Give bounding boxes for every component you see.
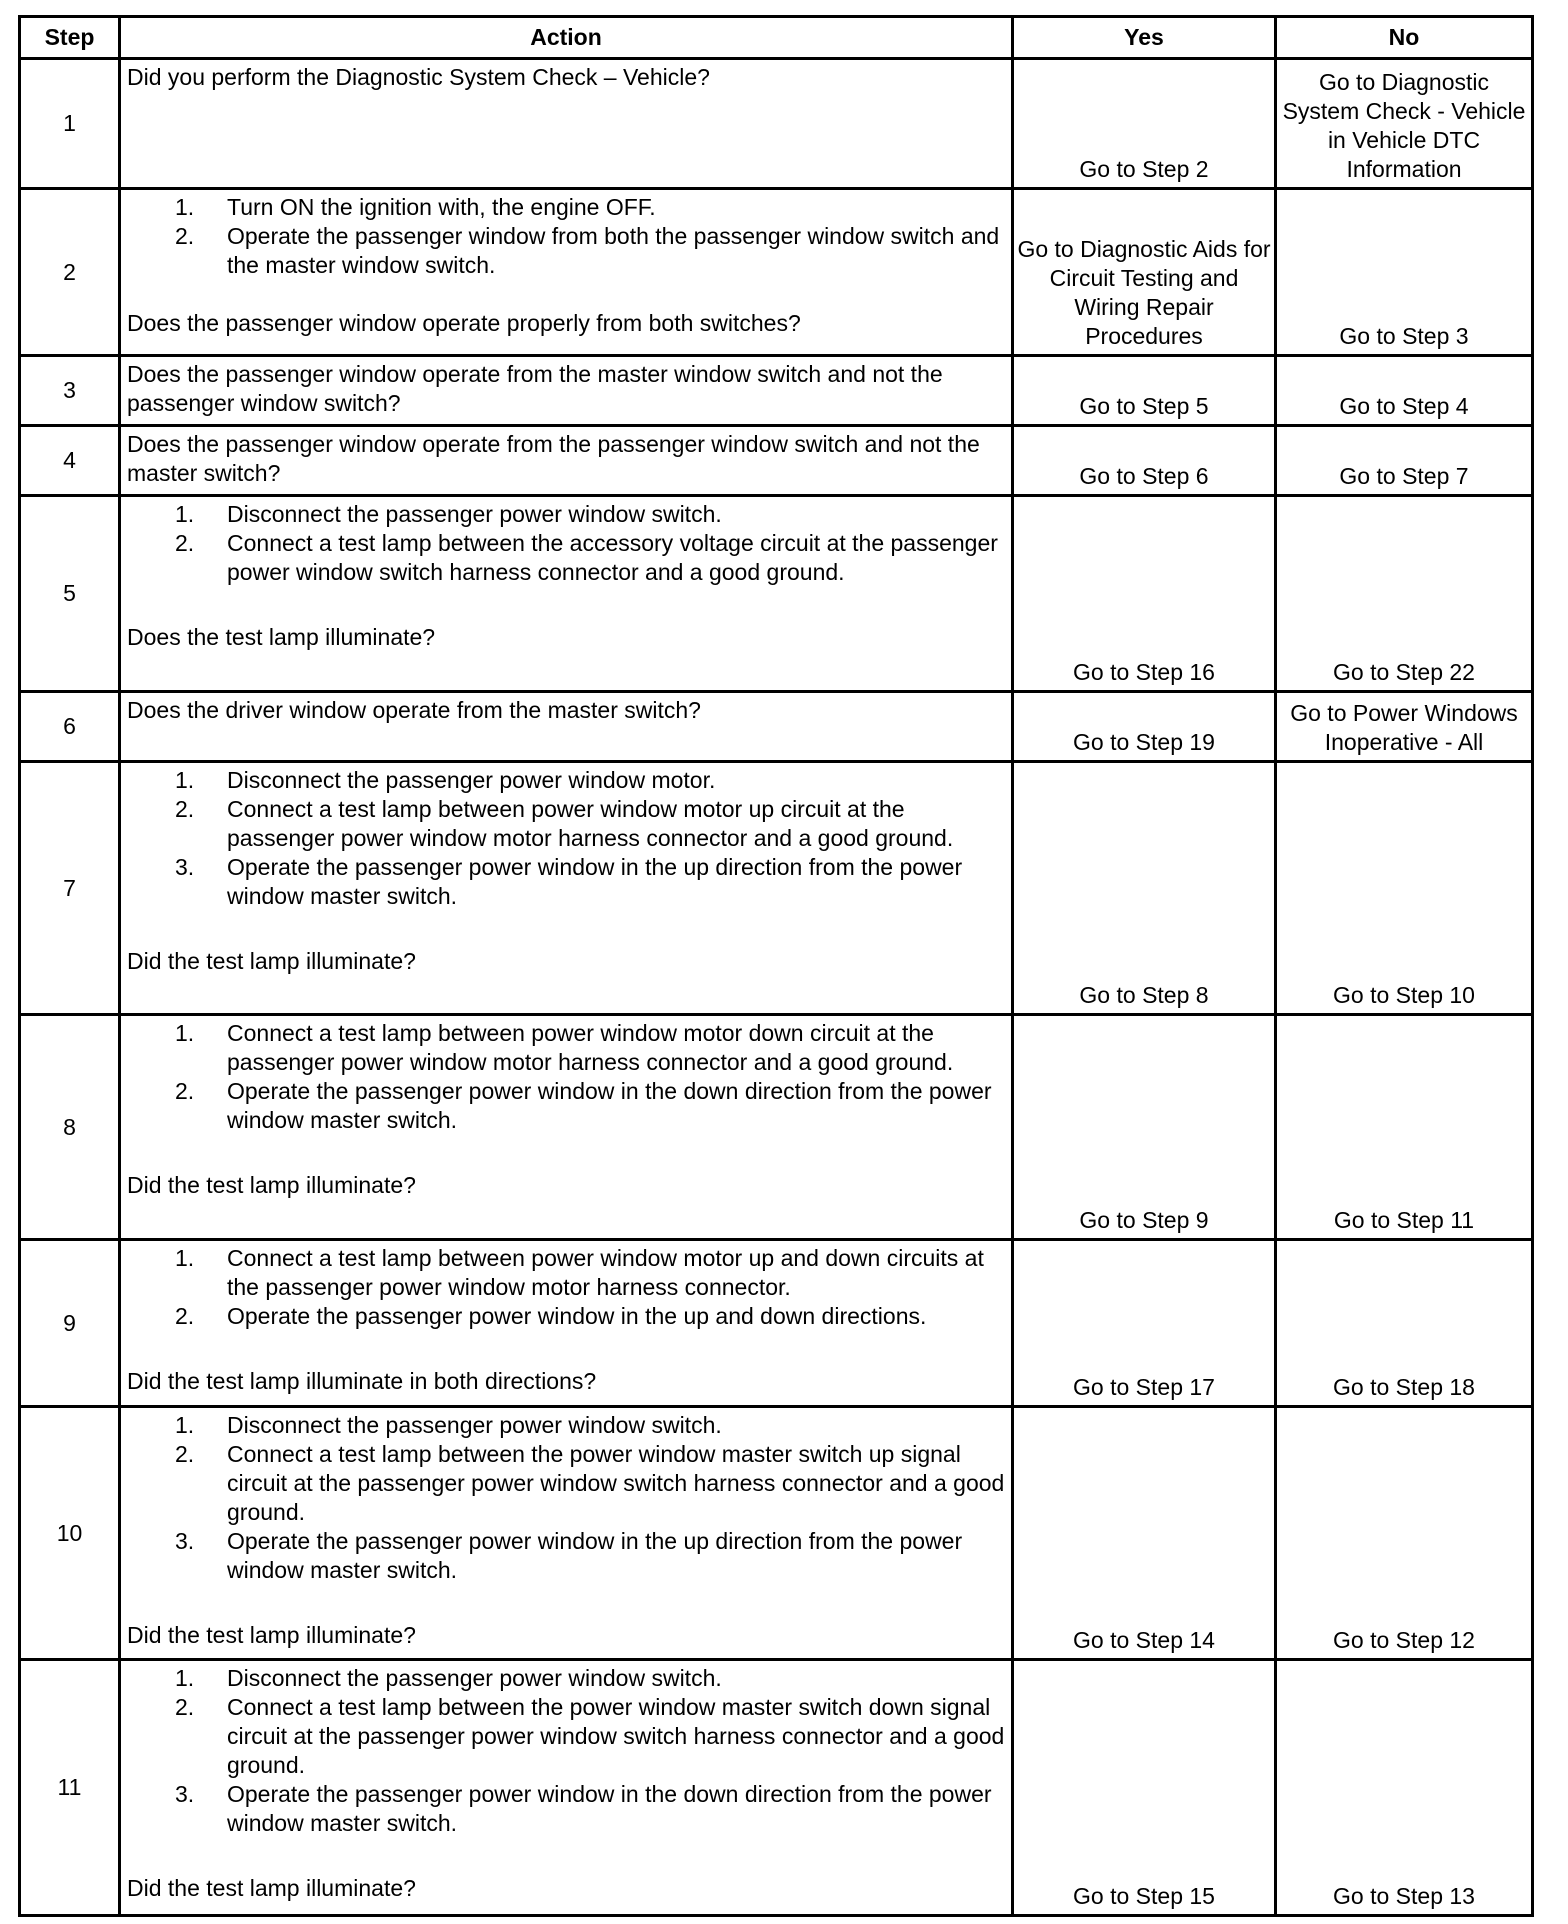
yes-cell: Go to Step 19 bbox=[1013, 692, 1276, 762]
yes-cell: Go to Step 17 bbox=[1013, 1240, 1276, 1407]
action-item: 2. Operate the passenger power window in the down direction from the power window master switch. bbox=[175, 1078, 992, 1133]
header-row bbox=[20, 17, 1533, 59]
action-list bbox=[127, 193, 1005, 280]
step-number: 4 bbox=[20, 426, 120, 496]
step-number: 11 bbox=[20, 1660, 120, 1916]
table-row bbox=[20, 1240, 1533, 1407]
action-item: 1. Disconnect the passenger power window switch. bbox=[175, 501, 722, 527]
step-number: 7 bbox=[20, 762, 120, 1015]
yes-cell: Go to Diagnostic Aids for Circuit Testing and Wiring Repair Procedures bbox=[1013, 189, 1276, 356]
no-cell: Go to Step 4 bbox=[1276, 356, 1533, 426]
action-cell bbox=[120, 189, 1013, 356]
action-item: 3. Operate the passenger power window in the up direction from the power window master switch. bbox=[175, 854, 963, 909]
step-number: 8 bbox=[20, 1015, 120, 1240]
question-text: Does the passenger window operate from the passenger window switch and not the master switch? bbox=[127, 431, 980, 486]
question-text: Does the test lamp illuminate? bbox=[127, 624, 436, 650]
no-cell: Go to Step 22 bbox=[1276, 496, 1533, 692]
question-text: Does the passenger window operate from the master window switch and not the passenger window switch? bbox=[127, 361, 943, 416]
action-list bbox=[127, 1244, 1005, 1331]
question-text: Did the test lamp illuminate? bbox=[127, 1172, 416, 1198]
action-item: 2. Connect a test lamp between power window motor up circuit at the passenger power window motor harness connector and a good ground. bbox=[175, 796, 954, 851]
diagnostic-table bbox=[18, 15, 1534, 1917]
table-row bbox=[20, 189, 1533, 356]
action-item: 1. Turn ON the ignition with, the engine OFF. bbox=[175, 194, 656, 220]
step-number: 3 bbox=[20, 356, 120, 426]
no-cell: Go to Power Windows Inoperative - All bbox=[1276, 692, 1533, 762]
question-text: Did you perform the Diagnostic System Check – Vehicle? bbox=[127, 64, 710, 90]
action-item: 3. Operate the passenger power window in the down direction from the power window master switch. bbox=[175, 1781, 992, 1836]
table-row bbox=[20, 1660, 1533, 1916]
yes-cell: Go to Step 2 bbox=[1013, 59, 1276, 189]
header-yes: Yes bbox=[1013, 17, 1276, 59]
step-number: 9 bbox=[20, 1240, 120, 1407]
step-number: 5 bbox=[20, 496, 120, 692]
no-cell: Go to Step 18 bbox=[1276, 1240, 1533, 1407]
action-item: 2. Operate the passenger window from both the passenger window switch and the master window switch. bbox=[175, 223, 1000, 278]
table-row bbox=[20, 1407, 1533, 1660]
action-cell bbox=[120, 496, 1013, 692]
action-list bbox=[127, 1019, 1005, 1135]
header-step: Step bbox=[20, 17, 120, 59]
action-cell bbox=[120, 1407, 1013, 1660]
step-number: 2 bbox=[20, 189, 120, 356]
action-item: 1. Disconnect the passenger power window switch. bbox=[175, 1412, 722, 1438]
step-number: 1 bbox=[20, 59, 120, 189]
yes-cell: Go to Step 5 bbox=[1013, 356, 1276, 426]
table-row bbox=[20, 1015, 1533, 1240]
yes-cell: Go to Step 16 bbox=[1013, 496, 1276, 692]
no-cell: Go to Diagnostic System Check - Vehicle in Vehicle DTC Information bbox=[1276, 59, 1533, 189]
action-item: 1. Disconnect the passenger power window motor. bbox=[175, 767, 716, 793]
no-cell: Go to Step 7 bbox=[1276, 426, 1533, 496]
question-text: Did the test lamp illuminate? bbox=[127, 948, 416, 974]
action-cell bbox=[120, 1015, 1013, 1240]
question-text: Does the passenger window operate properly from both switches? bbox=[127, 310, 801, 336]
header-no: No bbox=[1276, 17, 1533, 59]
table-row bbox=[20, 496, 1533, 692]
action-cell bbox=[120, 692, 1013, 762]
action-cell bbox=[120, 426, 1013, 496]
table-row bbox=[20, 762, 1533, 1015]
no-cell: Go to Step 12 bbox=[1276, 1407, 1533, 1660]
action-item: 2. Connect a test lamp between the power window master switch up signal circuit at the passenger power window switch harness connector and a good ground. bbox=[175, 1441, 1005, 1525]
action-item: 3. Operate the passenger power window in the up direction from the power window master switch. bbox=[175, 1528, 963, 1583]
step-number: 10 bbox=[20, 1407, 120, 1660]
yes-cell: Go to Step 9 bbox=[1013, 1015, 1276, 1240]
action-item: 1. Connect a test lamp between power window motor down circuit at the passenger power window motor harness connector and a good ground. bbox=[175, 1020, 954, 1075]
question-text: Did the test lamp illuminate in both directions? bbox=[127, 1368, 597, 1394]
action-item: 2. Connect a test lamp between the power window master switch down signal circuit at the passenger power window switch harness connector and a good ground. bbox=[175, 1694, 1005, 1778]
action-cell bbox=[120, 1240, 1013, 1407]
question-text: Did the test lamp illuminate? bbox=[127, 1875, 416, 1901]
action-item: 2. Operate the passenger power window in the up and down directions. bbox=[175, 1303, 927, 1329]
table-header bbox=[20, 17, 1533, 59]
no-cell: Go to Step 13 bbox=[1276, 1660, 1533, 1916]
table-row bbox=[20, 692, 1533, 762]
question-text: Does the driver window operate from the master switch? bbox=[127, 697, 701, 723]
question-text: Did the test lamp illuminate? bbox=[127, 1622, 416, 1648]
no-cell: Go to Step 3 bbox=[1276, 189, 1533, 356]
yes-cell: Go to Step 14 bbox=[1013, 1407, 1276, 1660]
no-cell: Go to Step 11 bbox=[1276, 1015, 1533, 1240]
action-list bbox=[127, 1411, 1005, 1585]
action-list bbox=[127, 500, 1005, 587]
table-row bbox=[20, 356, 1533, 426]
yes-cell: Go to Step 15 bbox=[1013, 1660, 1276, 1916]
header-action: Action bbox=[120, 17, 1013, 59]
yes-cell: Go to Step 6 bbox=[1013, 426, 1276, 496]
action-cell bbox=[120, 356, 1013, 426]
action-list bbox=[127, 766, 1005, 911]
action-item: 1. Connect a test lamp between power window motor up and down circuits at the passenger power window motor harness connector. bbox=[175, 1245, 984, 1300]
table-row bbox=[20, 59, 1533, 189]
action-cell bbox=[120, 762, 1013, 1015]
table-row bbox=[20, 426, 1533, 496]
action-item: 1. Disconnect the passenger power window switch. bbox=[175, 1665, 722, 1691]
step-number: 6 bbox=[20, 692, 120, 762]
action-item: 2. Connect a test lamp between the accessory voltage circuit at the passenger power window switch harness connector and a good ground. bbox=[175, 530, 998, 585]
action-list bbox=[127, 1664, 1005, 1838]
action-cell bbox=[120, 59, 1013, 189]
action-cell bbox=[120, 1660, 1013, 1916]
no-cell: Go to Step 10 bbox=[1276, 762, 1533, 1015]
yes-cell: Go to Step 8 bbox=[1013, 762, 1276, 1015]
